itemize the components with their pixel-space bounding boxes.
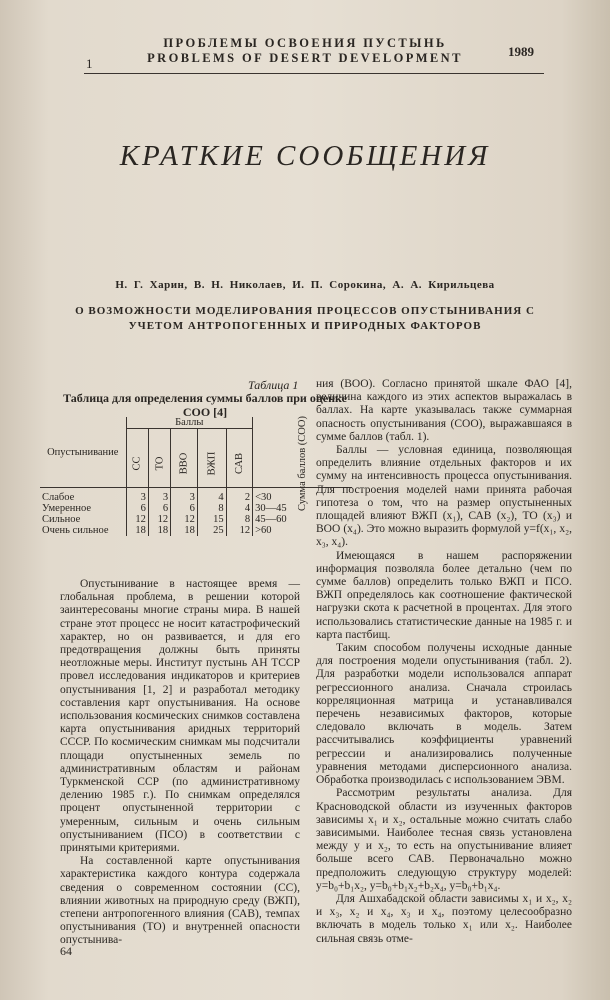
header-rule [84, 73, 544, 74]
journal-title-en: PROBLEMS OF DESERT DEVELOPMENT [147, 51, 463, 65]
table-row [40, 525, 352, 536]
table-cell: 3 [171, 488, 198, 504]
table-cell: 6 [148, 503, 170, 514]
left-column-text [60, 578, 300, 948]
table-cell: 25 [197, 525, 226, 536]
table-cell: 12 [226, 525, 253, 536]
group-header: Баллы [126, 417, 253, 429]
table-cell: 30—45 [253, 503, 352, 514]
table-cell: 45—60 [253, 514, 352, 525]
row-label: Сильное [42, 514, 81, 525]
table-header-row [40, 417, 352, 429]
row-label: Очень сильное [42, 525, 109, 536]
column-header: ВВО [171, 429, 198, 488]
table-label: Таблица 1 [248, 378, 299, 392]
table-cell: 15 [197, 514, 226, 525]
paragraph: Баллы — условная единица, позволяющая определить влияние отдельных факторов и их сумму на интенсивность процесса опустынивания. Для построения моделей нами принята рабочая гипотеза о том, что на размер опустыненных площадей влияют ВЖП (x₁), САВ (x₂), ТО (x₃) и ВОО (x₄). Это можно выразить формулой y=f(x₁, x₂, x₃, x₄). [316, 444, 572, 549]
section-title: КРАТКИЕ СООБЩЕНИЯ [119, 140, 491, 172]
column-header: САВ [226, 429, 253, 488]
table-cell: 4 [226, 503, 253, 514]
table-cell: 18 [126, 525, 148, 536]
column-header: СС [126, 429, 148, 488]
table-cell: 2 [226, 488, 253, 504]
table-cell: 6 [126, 503, 148, 514]
paragraph: ния (ВОО). Согласно принятой шкале ФАО [4], величина каждого из этих аспектов выражалась в баллах. На карте указывалась также суммарная опасность опустынивания (СОО), выражавшаяся в сумме баллов (табл. 1). [316, 378, 572, 443]
paragraph: На составленной карте опустынивания характеристика каждого контура содержала сведения о современном состоянии (СС), влиянии животных на природную среду (ВЖП), степени антропогенного влияния (САВ), темпах опустынивания (ТО) и внутренней опасности опустынива- [60, 855, 300, 947]
authors: Н. Г. Харин, В. Н. Николаев, И. П. Сорокина, А. А. Кирильцева [115, 279, 495, 291]
issue-number: 1 [86, 56, 93, 71]
table-cell: 12 [171, 514, 198, 525]
article-title: О ВОЗМОЖНОСТИ МОДЕЛИРОВАНИЯ ПРОЦЕССОВ ОПУСТЫНИВАНИЯ С УЧЕТОМ АНТРОПОГЕННЫХ И ПРИРОДНЫХ ФАКТОРОВ [75, 305, 535, 332]
table-caption: Таблица для определения суммы баллов при оценке СОО [4] [63, 391, 347, 419]
column-header: ВЖП [197, 429, 226, 488]
table-cell: 3 [148, 488, 170, 504]
paragraph: Имеющаяся в нашем распоряжении информация позволяла более детально (чем по сумме баллов) определить только ВЖП и ПСО. ВЖП определялось как соотношение фактической нагрузки скота к расчетной в процентах. Для этого использовались статистические данные на 1985 г. и карта пастбищ. [316, 549, 572, 641]
table-row [40, 514, 352, 525]
table-cell: >60 [253, 525, 352, 536]
row-label: Умеренное [42, 503, 92, 514]
table-cell: 4 [197, 488, 226, 504]
right-column-text [316, 378, 572, 946]
table-cell: <30 [253, 488, 352, 504]
column-header: ТО [148, 429, 170, 488]
table-cell: 18 [171, 525, 198, 536]
paragraph: Таким способом получены исходные данные для построения модели опустынивания (табл. 2). Для разработки модели использовался аппарат регрессионного анализа. Сначала строилась корреляционная матрица и устанавливался перечень независимых факторов, которые следовало включать в модель. Затем рассчитывались коэффициенты уравнений регрессии и анализировались полученные уравнения методами дисперсионного анализа. Обработка производилась с использованием ЭВМ. [316, 642, 572, 787]
paragraph: Рассмотрим результаты анализа. Для Красноводской области из изученных факторов зависимы x₁ и x₂, остальные можно считать слабо зависимыми. Наиболее тесная связь установлена между y и x₂, то есть на опустынивание влияет больше всего САВ. Первоначально можно предположить следующую структуру моделей: y=b₀+b₁x₂, y=b₀+b₁x₂+b₂x₄, y=b₀+b₁x₄. [316, 787, 572, 892]
table-cell: 8 [226, 514, 253, 525]
table-cell: 3 [126, 488, 148, 504]
paragraph: Для Ашхабадской области зависимы x₁ и x₂, x₂ и x₃, x₂ и x₄, x₃ и x₄, поэтому целесообразно включать в модель только x₁ или x₂. Наиболее сильная связь отме- [316, 892, 572, 945]
table-cell: 12 [148, 514, 170, 525]
row-label: Слабое [42, 492, 75, 503]
scores-table [40, 417, 352, 536]
table-cell: 18 [148, 525, 170, 536]
table-cell: 8 [197, 503, 226, 514]
journal-title-ru: ПРОБЛЕМЫ ОСВОЕНИЯ ПУСТЫНЬ [163, 36, 447, 50]
journal-title [140, 36, 470, 66]
row-header: Опустынивание [40, 417, 126, 488]
table-cell: 6 [171, 503, 198, 514]
journal-year: 1989 [508, 44, 534, 59]
page-number: 64 [60, 944, 72, 958]
column-header: Сумма баллов (СОО) [253, 417, 352, 488]
table-cell: 12 [126, 514, 148, 525]
paragraph: Опустынивание в настоящее время — глобальная проблема, в решении которой заинтересованы многие страны мира. В нашей стране этот процесс не носит катастрофический характер, но он развивается, и для его предотвращения должны быть приняты неотложные меры. Институт пустынь АН ТССР провел исследования индикаторов и критериев опустынивания [1, 2] и разработал методику составления карт опустынивания. На основе использования космических снимков составлена карта опустынивания аридных территорий СССР. По космическим снимкам мы подсчитали площади опустыненных земель по административным областям и районам Туркменской ССР (по административному делению 1985 г.). По снимкам определялся процент опустыненной территории с умеренным, сильным и очень сильным опустыниванием (ПСО) в соответствии с принятыми критериями. [60, 578, 300, 855]
